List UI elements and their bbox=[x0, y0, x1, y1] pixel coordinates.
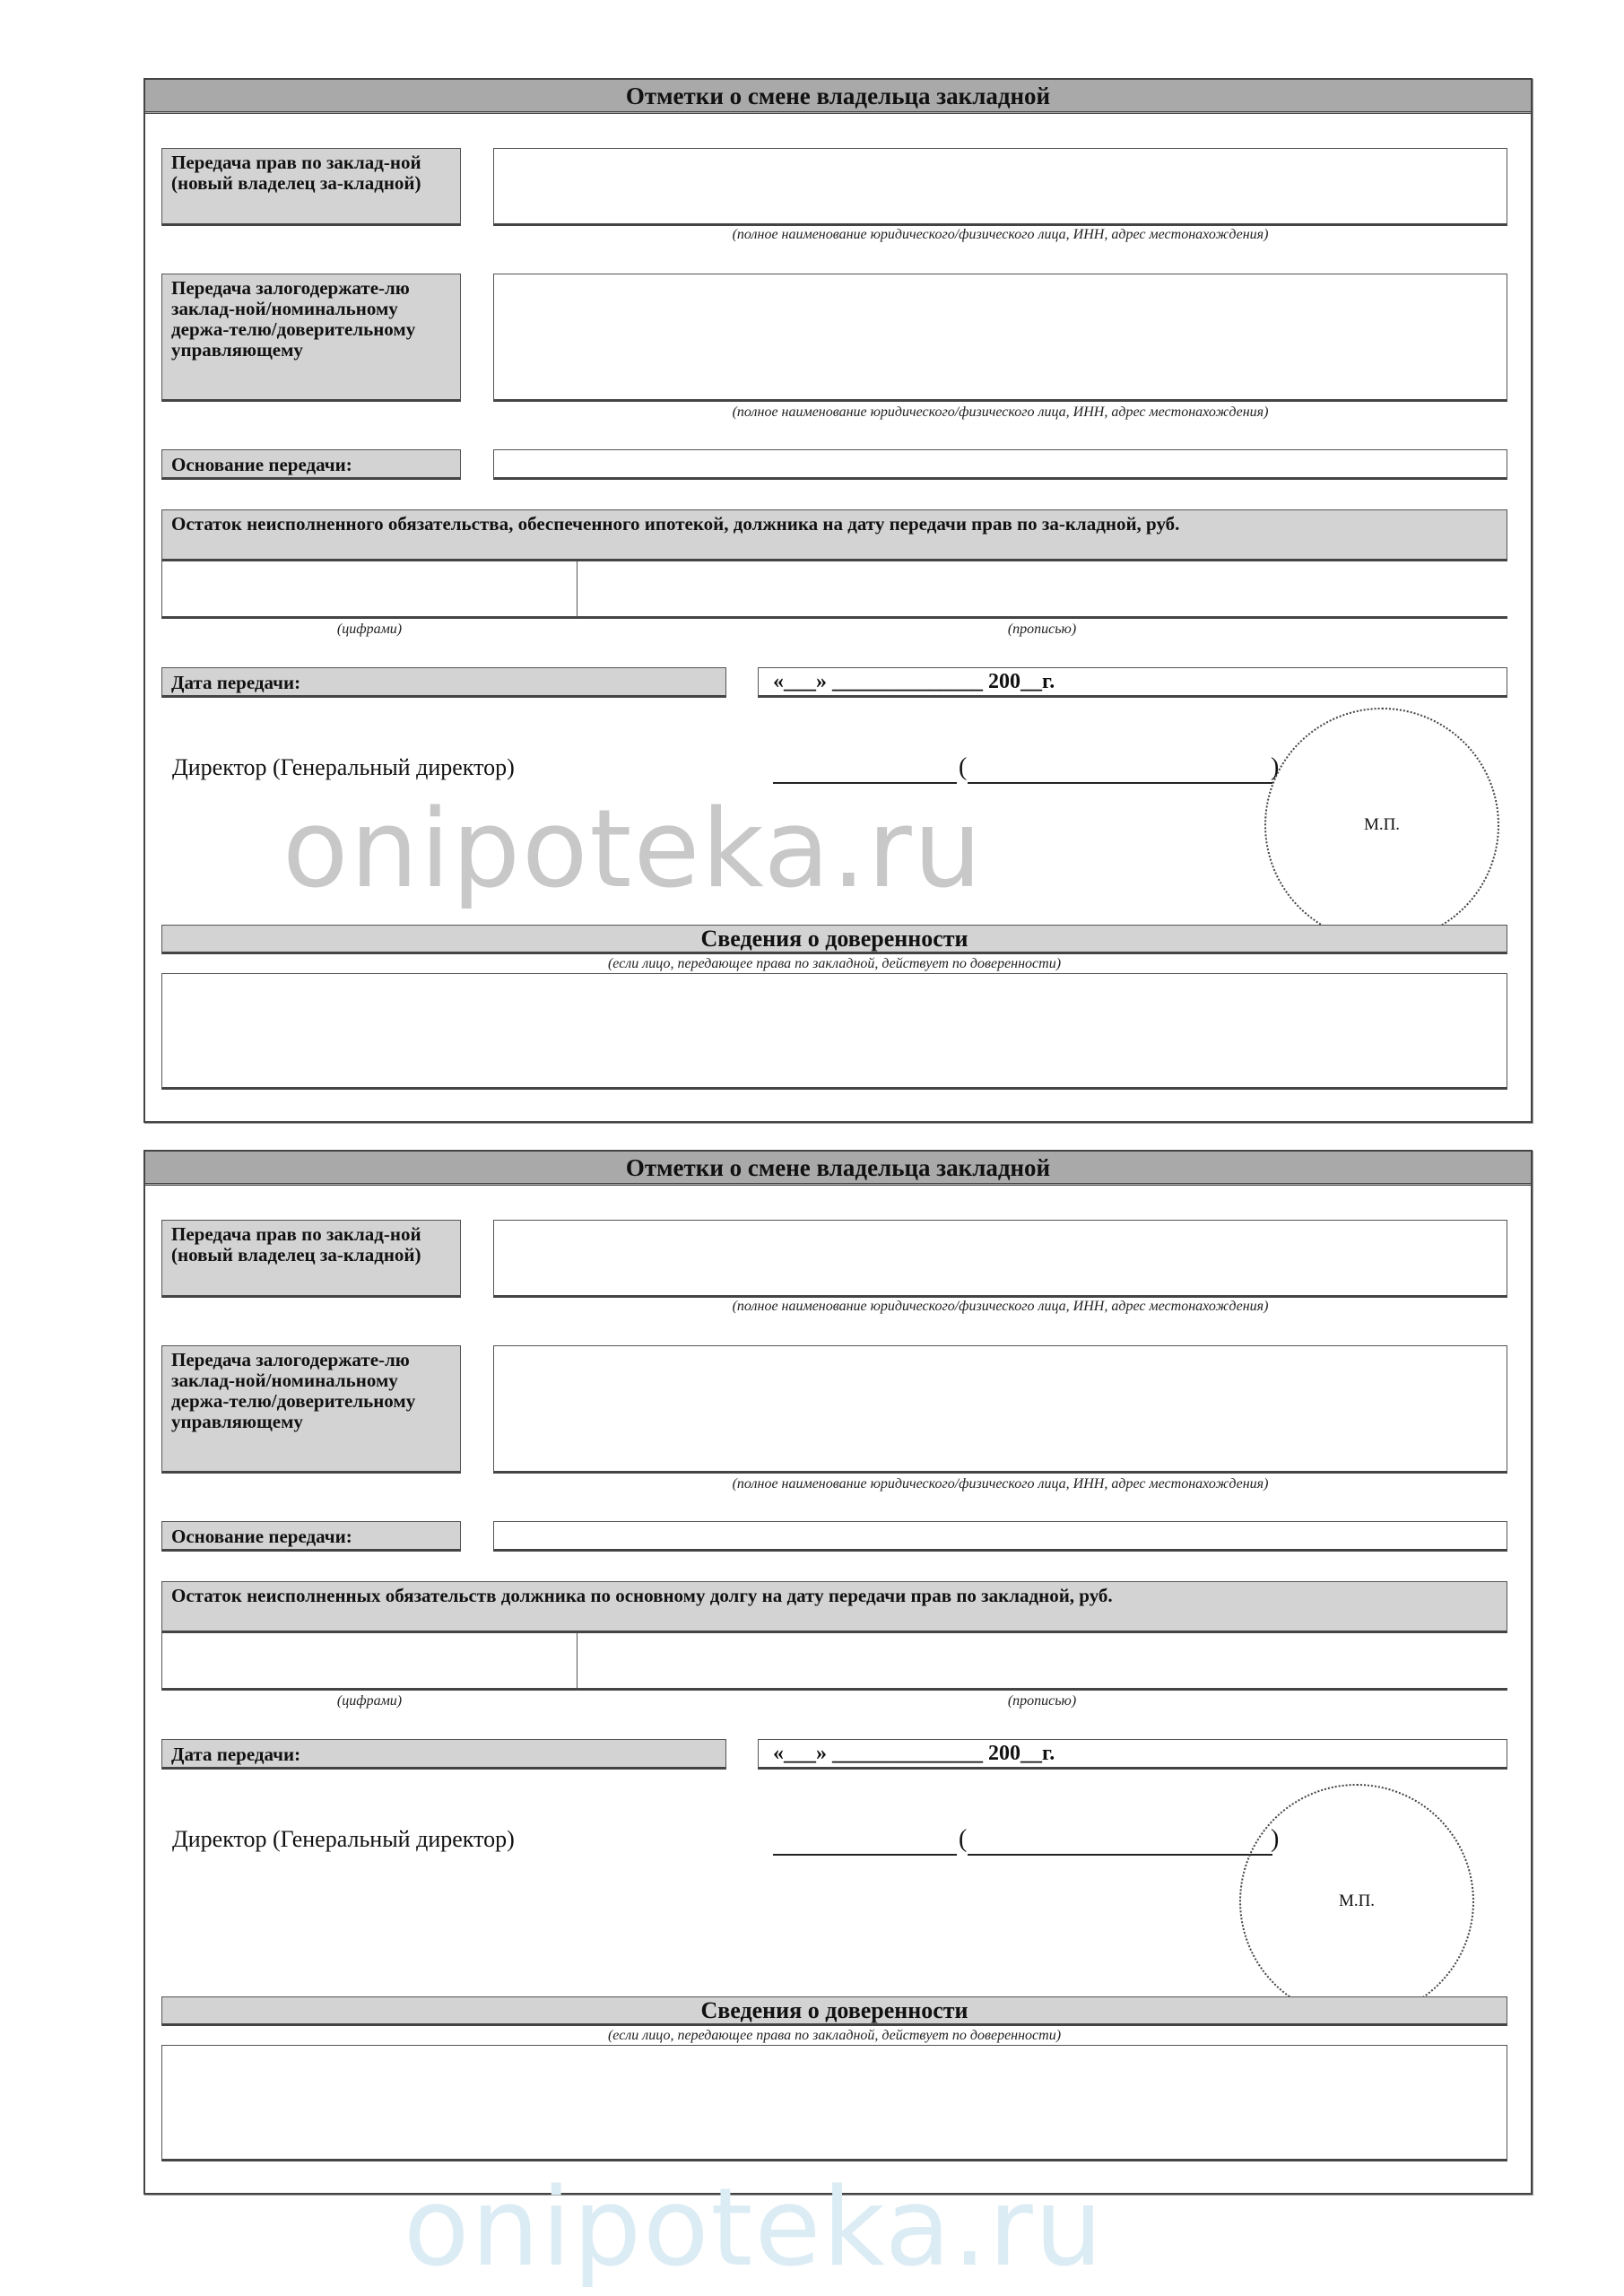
director-label: Директор (Генеральный директор) bbox=[172, 754, 515, 780]
transfer-pledgee-label: Передача залогодержате-лю заклад-ной/номинальному держа-телю/доверительному управляющему bbox=[161, 274, 461, 402]
owner-change-panel bbox=[143, 1150, 1533, 2195]
balance-words-field[interactable] bbox=[577, 1633, 1507, 1691]
signature-line[interactable] bbox=[773, 1854, 957, 1856]
transfer-pledgee-field[interactable] bbox=[493, 274, 1507, 402]
basis-label: Основание передачи: bbox=[161, 449, 461, 480]
words-caption: (прописью) bbox=[1007, 1693, 1077, 1709]
poa-caption: (если лицо, передающее права по закладной, действует по доверенности) bbox=[607, 2028, 1062, 2043]
close-paren: ) bbox=[1271, 1825, 1280, 1853]
digits-caption: (цифрами) bbox=[336, 622, 403, 637]
director-label: Директор (Генеральный директор) bbox=[172, 1826, 515, 1852]
transfer-pledgee-caption: (полное наименование юридического/физического лица, ИНН, адрес местонахождения) bbox=[732, 1476, 1269, 1492]
open-paren: ( bbox=[959, 1825, 968, 1853]
owner-change-panel bbox=[143, 78, 1533, 1123]
open-paren: ( bbox=[959, 753, 968, 781]
stamp-label: М.П. bbox=[1338, 1892, 1376, 1910]
signature-line[interactable] bbox=[773, 782, 957, 784]
digits-caption: (цифрами) bbox=[336, 1693, 403, 1709]
date-label: Дата передачи: bbox=[161, 1739, 726, 1770]
stamp-circle bbox=[1264, 708, 1499, 943]
transfer-pledgee-field[interactable] bbox=[493, 1345, 1507, 1474]
transfer-pledgee-label: Передача залогодержате-лю заклад-ной/номинальному держа-телю/доверительному управляющему bbox=[161, 1345, 461, 1474]
transfer-rights-field[interactable] bbox=[493, 148, 1507, 226]
poa-field[interactable] bbox=[161, 2045, 1507, 2161]
watermark-gray: onipoteka.ru bbox=[282, 787, 984, 912]
basis-field[interactable] bbox=[493, 449, 1507, 480]
balance-digits-field[interactable] bbox=[161, 561, 578, 619]
stamp-circle bbox=[1239, 1784, 1474, 2019]
balance-digits-field[interactable] bbox=[161, 1633, 578, 1691]
transfer-rights-caption: (полное наименование юридического/физического лица, ИНН, адрес местонахождения) bbox=[732, 227, 1269, 242]
poa-title: Сведения о доверенности bbox=[161, 1996, 1507, 2026]
stamp-label: М.П. bbox=[1363, 815, 1401, 834]
transfer-rights-label: Передача прав по заклад-ной (новый владелец за-кладной) bbox=[161, 1220, 461, 1298]
panel-title: Отметки о смене владельца закладной bbox=[145, 1152, 1531, 1186]
balance-words-field[interactable] bbox=[577, 561, 1507, 619]
transfer-rights-label: Передача прав по заклад-ной (новый владелец за-кладной) bbox=[161, 148, 461, 226]
name-line[interactable] bbox=[968, 1854, 1272, 1856]
balance-label: Остаток неисполненных обязательств должника по основному долгу на дату передачи прав по закладной, руб. bbox=[161, 1581, 1507, 1633]
poa-field[interactable] bbox=[161, 973, 1507, 1090]
transfer-rights-field[interactable] bbox=[493, 1220, 1507, 1298]
poa-caption: (если лицо, передающее права по закладной, действует по доверенности) bbox=[607, 956, 1062, 971]
date-field[interactable]: «___» ______________ 200__г. bbox=[758, 667, 1507, 698]
transfer-rights-caption: (полное наименование юридического/физического лица, ИНН, адрес местонахождения) bbox=[732, 1299, 1269, 1314]
date-field[interactable]: «___» ______________ 200__г. bbox=[758, 1739, 1507, 1770]
poa-title: Сведения о доверенности bbox=[161, 925, 1507, 954]
transfer-pledgee-caption: (полное наименование юридического/физического лица, ИНН, адрес местонахождения) bbox=[732, 404, 1269, 420]
panel-title: Отметки о смене владельца закладной bbox=[145, 80, 1531, 114]
balance-label: Остаток неисполненного обязательства, обеспеченного ипотекой, должника на дату передачи прав по за-кладной, руб. bbox=[161, 509, 1507, 561]
words-caption: (прописью) bbox=[1007, 622, 1077, 637]
name-line[interactable] bbox=[968, 782, 1272, 784]
close-paren: ) bbox=[1271, 753, 1280, 781]
basis-field[interactable] bbox=[493, 1521, 1507, 1552]
watermark-blue: onipoteka.ru bbox=[404, 2166, 1105, 2291]
date-label: Дата передачи: bbox=[161, 667, 726, 698]
basis-label: Основание передачи: bbox=[161, 1521, 461, 1552]
